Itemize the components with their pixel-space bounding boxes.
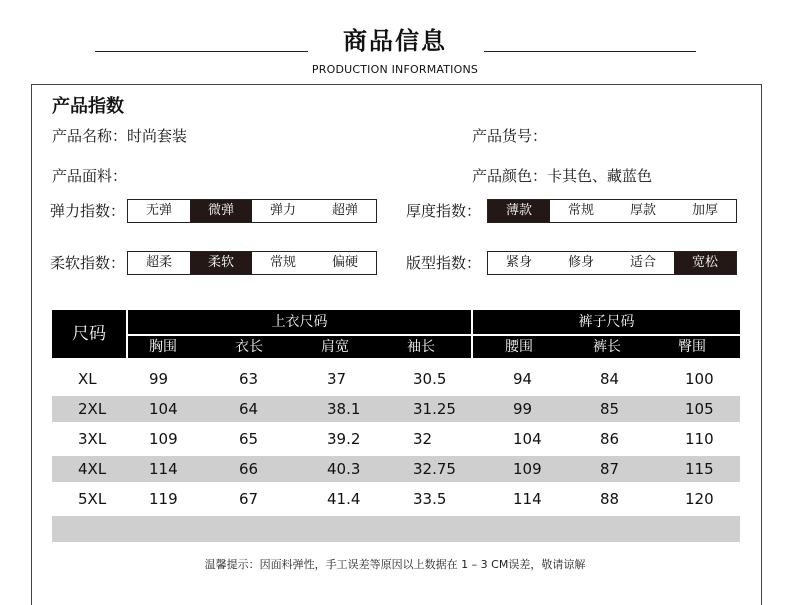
softness-option: 常规: [269, 255, 296, 270]
section-title: 产品指数: [52, 96, 124, 117]
hip-cell: 100: [685, 370, 714, 388]
table-row: [52, 366, 740, 392]
chest-cell: 104: [149, 400, 178, 418]
chest-cell: 119: [149, 490, 178, 508]
col-header-length: 衣长: [235, 339, 263, 355]
product-sku-label: 产品货号：: [472, 127, 548, 145]
softness-label: 柔软指数：: [50, 254, 126, 272]
sleeve-cell: 31.25: [413, 400, 456, 418]
thickness-option: 厚款: [629, 203, 656, 218]
table-row: [52, 486, 740, 512]
fit-label: 版型指数：: [406, 254, 482, 272]
page-subtitle: PRODUCTION INFORMATIONS: [311, 63, 479, 76]
elasticity-option: 微弹: [190, 200, 252, 222]
pants-length-cell: 84: [600, 370, 620, 388]
product-name-field: [52, 126, 187, 146]
elasticity-option: 无弹: [145, 203, 172, 218]
product-name-value: 时尚套装: [127, 127, 188, 145]
product-fabric-label: 产品面料：: [52, 167, 128, 185]
chest-cell: 114: [149, 460, 178, 478]
product-name-label: 产品名称：: [52, 127, 128, 145]
chest-cell: 99: [149, 370, 169, 388]
fit-scale: [487, 251, 737, 275]
sleeve-cell: 33.5: [413, 490, 447, 508]
pants-length-cell: 87: [600, 460, 620, 478]
softness-scale: [127, 251, 377, 275]
shoulder-cell: 38.1: [327, 400, 361, 418]
page-title: 商品信息: [343, 27, 447, 55]
sleeve-cell: 30.5: [413, 370, 447, 388]
col-header-shoulder: 肩宽: [321, 339, 349, 355]
waist-cell: 104: [513, 430, 542, 448]
shoulder-cell: 39.2: [327, 430, 361, 448]
elasticity-scale: [127, 199, 377, 223]
shoulder-cell: 40.3: [327, 460, 361, 478]
title-divider-right: [484, 51, 696, 52]
length-cell: 63: [239, 370, 259, 388]
col-header-hip: 臀围: [678, 339, 706, 355]
fit-option: 紧身: [505, 255, 532, 270]
empty-table-row: [52, 516, 740, 542]
size-cell: 4XL: [78, 460, 107, 478]
sleeve-cell: 32.75: [413, 460, 456, 478]
softness-option: 偏硬: [331, 255, 358, 270]
table-row: [52, 456, 740, 482]
shoulder-cell: 41.4: [327, 490, 361, 508]
size-cell: 5XL: [78, 490, 107, 508]
size-header: 尺码: [52, 310, 126, 358]
title-divider-left: [95, 51, 308, 52]
thickness-option: 加厚: [691, 203, 718, 218]
pants-length-cell: 88: [600, 490, 620, 508]
product-color-field: [472, 166, 652, 186]
thickness-option: 常规: [567, 203, 594, 218]
waist-cell: 114: [513, 490, 542, 508]
hip-cell: 120: [685, 490, 714, 508]
table-row: [52, 426, 740, 452]
waist-cell: 94: [513, 370, 533, 388]
elasticity-option: 弹力: [269, 203, 296, 218]
hip-cell: 110: [685, 430, 714, 448]
top-size-header: 上衣尺码: [128, 310, 471, 334]
waist-cell: 99: [513, 400, 533, 418]
footer-note: 温馨提示：因面料弹性，手工误差等原因以上数据在 1 – 3 CM误差，敬请谅解: [204, 558, 586, 571]
col-header-chest: 胸围: [149, 339, 177, 355]
shoulder-cell: 37: [327, 370, 347, 388]
elasticity-option: 超弹: [331, 203, 358, 218]
length-cell: 67: [239, 490, 259, 508]
chest-cell: 109: [149, 430, 178, 448]
product-color-label: 产品颜色：: [472, 167, 548, 185]
softness-option: 柔软: [190, 252, 252, 274]
hip-cell: 115: [685, 460, 714, 478]
col-header-pants-length: 裤长: [593, 339, 621, 355]
fit-option: 宽松: [674, 252, 736, 274]
thickness-option: 薄款: [488, 200, 550, 222]
product-fabric-field: [52, 166, 127, 186]
fit-option: 适合: [629, 255, 656, 270]
elasticity-label: 弹力指数：: [50, 202, 126, 220]
pants-length-cell: 86: [600, 430, 620, 448]
product-color-value: 卡其色、藏蓝色: [547, 167, 653, 185]
table-row: [52, 396, 740, 422]
thickness-label: 厚度指数：: [406, 202, 482, 220]
hip-cell: 105: [685, 400, 714, 418]
thickness-scale: [487, 199, 737, 223]
size-cell: XL: [78, 370, 97, 388]
length-cell: 64: [239, 400, 259, 418]
pants-size-header: 裤子尺码: [473, 310, 740, 334]
waist-cell: 109: [513, 460, 542, 478]
length-cell: 66: [239, 460, 259, 478]
size-cell: 3XL: [78, 430, 107, 448]
col-header-sleeve: 袖长: [407, 339, 435, 355]
pants-length-cell: 85: [600, 400, 620, 418]
col-header-waist: 腰围: [505, 339, 533, 355]
size-cell: 2XL: [78, 400, 107, 418]
softness-option: 超柔: [145, 255, 172, 270]
fit-option: 修身: [567, 255, 594, 270]
product-sku-field: [472, 126, 547, 146]
sleeve-cell: 32: [413, 430, 433, 448]
length-cell: 65: [239, 430, 259, 448]
